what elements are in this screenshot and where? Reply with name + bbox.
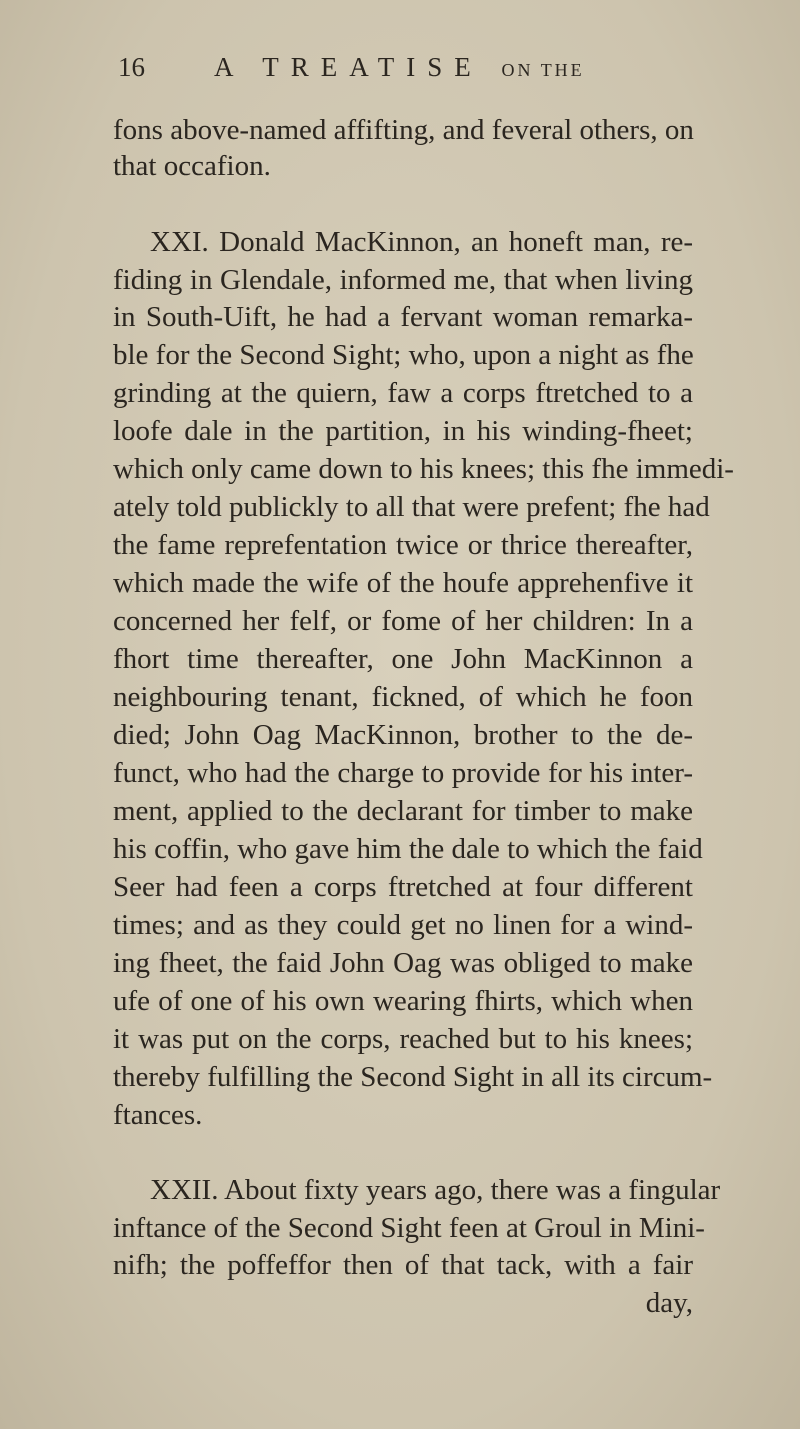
paragraph-xxi-start: XXI. Donald MacKinnon, an honeft man, re-: [150, 226, 693, 258]
text-line: ble for the Second Sight; who, upon a night as fhe: [113, 339, 694, 371]
text-line: inftance of the Second Sight feen at Groul in Mini-: [113, 1212, 705, 1244]
catchword: day,: [645, 1287, 693, 1319]
text-line: times; and as they could get no linen for a wind-: [113, 909, 693, 941]
paragraph-xxii-start: XXII. About fixty years ago, there was a fingular: [150, 1174, 721, 1206]
text-line: died; John Oag MacKinnon, brother to the de-: [113, 719, 693, 751]
text-line: ately told publickly to all that were prefent; fhe had: [113, 491, 710, 523]
text-line: Seer had feen a corps ftretched at four different: [113, 871, 693, 903]
text-line: grinding at the quiern, faw a corps ftretched to a: [113, 377, 693, 409]
text-line: loofe dale in the partition, in his winding-fheet;: [113, 415, 693, 447]
text-line: which made the wife of the houfe apprehenfive it: [113, 567, 693, 599]
text-line: fhort time thereafter, one John MacKinnon a: [113, 643, 693, 675]
text-line: ment, applied to the declarant for timber to make: [113, 795, 693, 827]
text-line: funct, who had the charge to provide for his inter-: [113, 757, 693, 789]
text-line: which only came down to his knees; this fhe immedi-: [113, 453, 734, 485]
text-line: that occafion.: [113, 150, 271, 182]
text-line: in South-Uift, he had a fervant woman remarka-: [113, 301, 693, 333]
text-line: ufe of one of his own wearing fhirts, which when: [113, 985, 693, 1017]
running-title-main: A TREATISE: [214, 52, 483, 82]
text-line: concerned her felf, or fome of her children: In a: [113, 605, 693, 637]
text-line: nifh; the poffeffor then of that tack, with a fair: [113, 1249, 693, 1281]
text-line: neighbouring tenant, fickned, of which he foon: [113, 681, 693, 713]
running-title-suffix: ON THE: [501, 60, 585, 80]
text-line: thereby fulfilling the Second Sight in all its circum-: [113, 1061, 713, 1093]
running-header: [118, 52, 678, 88]
text-line: fiding in Glendale, informed me, that when living: [113, 264, 693, 296]
text-line: ftances.: [113, 1099, 203, 1131]
text-line: his coffin, who gave him the dale to which the faid: [113, 833, 703, 865]
text-line: fons above-named affifting, and feveral others, on: [113, 114, 694, 146]
page-number: 16: [118, 52, 145, 82]
running-title: [214, 52, 585, 83]
text-line: it was put on the corps, reached but to his knees;: [113, 1023, 693, 1055]
text-line: ing fheet, the faid John Oag was obliged to make: [113, 947, 693, 979]
text-line: the fame reprefentation twice or thrice thereafter,: [113, 529, 693, 561]
